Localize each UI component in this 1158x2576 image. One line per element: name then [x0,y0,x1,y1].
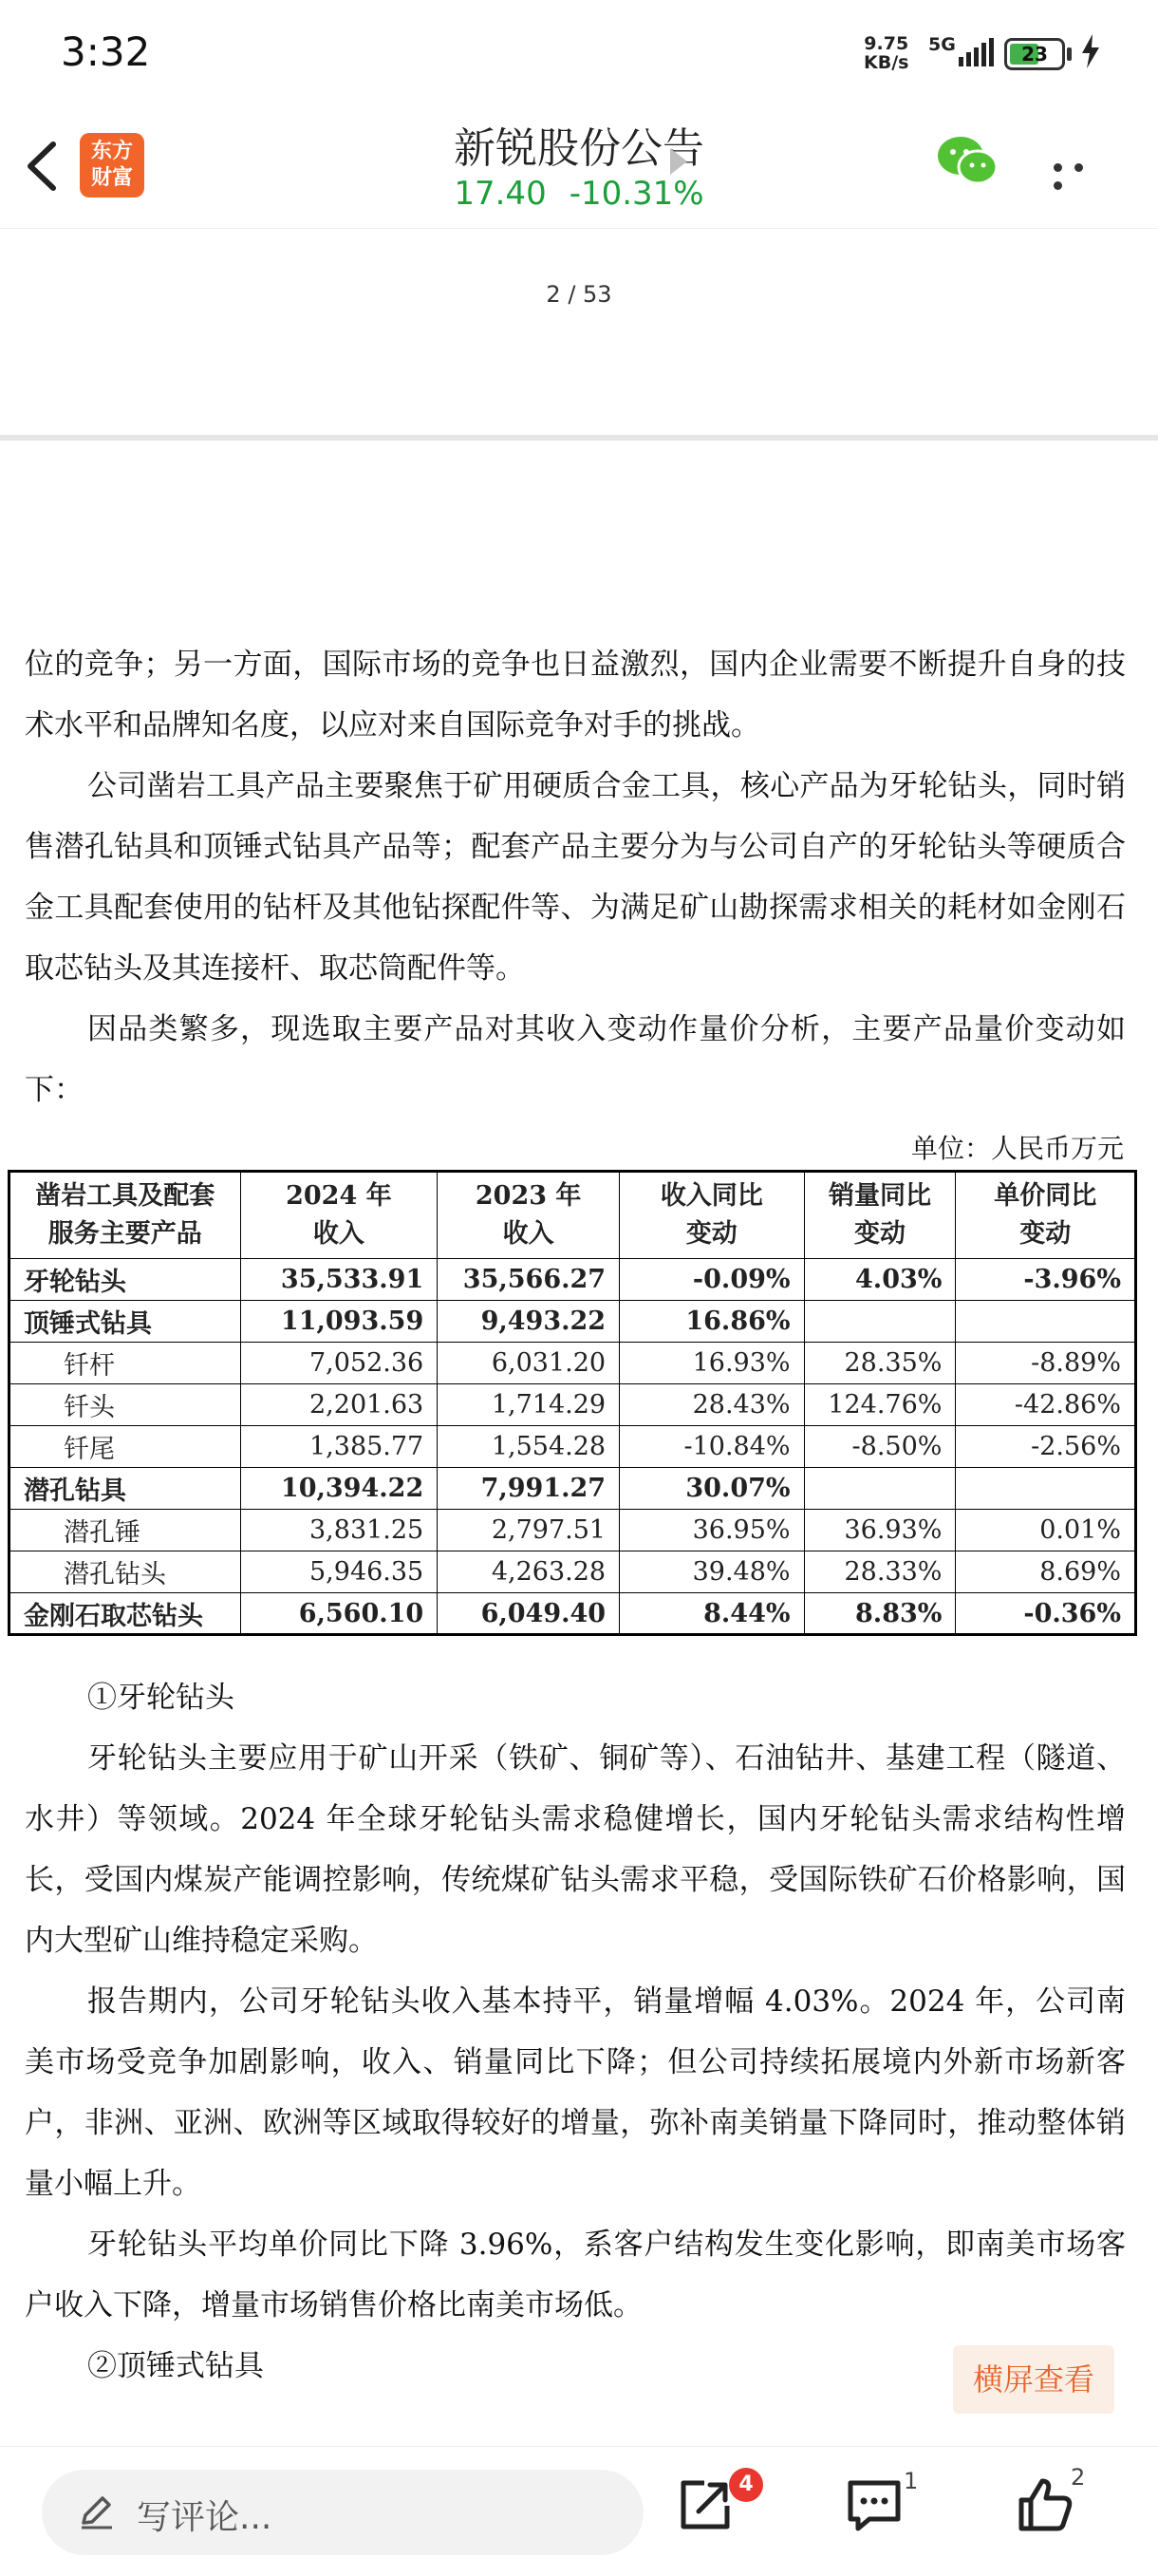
table-row: 顶锤式钻具 11,093.59 9,493.22 16.86% [9,1301,1136,1343]
section-title: ②顶锤式钻具 [87,2349,264,2383]
status-time: 3:32 [61,28,151,75]
table-row: 牙轮钻头 35,533.91 35,566.27 -0.09% 4.03% -3.96% [9,1259,1136,1301]
paragraph: 报告期内，公司牙轮钻头收入基本持平，销量增幅 4.03%。2024 年，公司南美市场受竞争加剧影响，收入、销量同比下降；但公司持续拓展境内外新市场新客户，非洲、亚洲、欧洲等区域取得较好的增量，弥补南美销量下降同时，推动整体销量小幅上升。 [25,1984,1126,2201]
column-header: 2023 年 收入 [438,1172,620,1259]
comment-count: 1 [904,2468,919,2494]
table-row: 潜孔钻头 5,946.35 4,263.28 39.48% 28.33% 8.69% [9,1551,1136,1593]
stock-price: 17.40 [454,175,547,213]
app-logo[interactable]: 东方 财富 [80,133,144,197]
section-title: ①牙轮钻头 [87,1681,234,1715]
divider [0,435,1158,441]
document-body [25,634,1126,1120]
pen-icon [78,2492,116,2530]
network-type: 5G [928,34,956,55]
paragraph: 牙轮钻头平均单价同比下降 3.96%，系客户结构发生变化影响，即南美市场客户收入下降，增量市场销售价格比南美市场低。 [25,2228,1126,2322]
paragraph: 公司凿岩工具产品主要聚焦于矿用硬质合金工具，核心产品为牙轮钻头，同时销售潜孔钻具和顶锤式钻具产品等；配套产品主要分为与公司自产的牙轮钻头等硬质合金工具配套使用的钻杆及其他钻探配件等、为满足矿山勘探需求相关的耗材如金刚石取芯钻头及其连接杆、取芯筒配件等。 [25,769,1126,986]
charging-bolt-icon [1080,34,1101,68]
stock-change: -10.31% [569,175,704,213]
more-menu-icon[interactable] [1054,158,1111,177]
unit-label: 单位：人民币万元 [910,1133,1124,1164]
product-price-volume-table [8,1170,1137,1636]
table-row: 潜孔锤 3,831.25 2,797.51 36.95% 36.93% 0.01% [9,1510,1136,1551]
column-header: 收入同比 变动 [620,1172,804,1259]
column-header: 2024 年 收入 [240,1172,438,1259]
back-icon[interactable] [19,133,72,199]
table-row: 金刚石取芯钻头 6,560.10 6,049.40 8.44% 8.83% -0.36% [9,1593,1136,1635]
column-header: 凿岩工具及配套 服务主要产品 [9,1172,241,1259]
table-row: 潜孔钻具 10,394.22 7,991.27 30.07% [9,1468,1136,1510]
share-icon[interactable] [676,2475,735,2534]
net-speed: 9.75 KB/s [864,33,909,73]
app-header [0,104,1158,229]
page-title: 新锐股份公告 [454,124,704,173]
quote-arrow-icon[interactable] [670,148,687,175]
page-indicator: 2 / 53 [546,281,612,308]
comment-icon[interactable] [845,2475,904,2534]
table-row: 钎杆 7,052.36 6,031.20 16.93% 28.35% -8.89% [9,1343,1136,1384]
document-body-continued [25,1667,1126,2397]
like-icon[interactable] [1016,2475,1074,2534]
table-row: 钎头 2,201.63 1,714.29 28.43% 124.76% -42.86% [9,1384,1136,1426]
wechat-share-icon[interactable] [934,133,1000,190]
battery-icon: 23 [1004,38,1065,70]
share-badge: 4 [729,2468,763,2502]
like-count: 2 [1071,2464,1086,2491]
table-row: 钎尾 1,385.77 1,554.28 -10.84% -8.50% -2.56% [9,1426,1136,1468]
signal-icon [959,38,997,66]
column-header: 销量同比 变动 [804,1172,956,1259]
paragraph: 因品类繁多，现选取主要产品对其收入变动作量价分析，主要产品量价变动如下： [25,1012,1126,1107]
paragraph: 牙轮钻头主要应用于矿山开采（铁矿、铜矿等）、石油钻井、基建工程（隧道、水井）等领域。2024 年全球牙轮钻头需求稳健增长，国内牙轮钻头需求结构性增长，受国内煤炭产能调控影响，传统煤矿钻头需求平稳，受国际铁矿石价格影响，国内大型矿山维持稳定采购。 [25,1741,1126,1958]
comment-input[interactable]: 写评论... [42,2470,644,2555]
bottom-bar [0,2446,1158,2576]
paragraph: 位的竞争；另一方面，国际市场的竞争也日益激烈，国内企业需要不断提升自身的技术水平和品牌知名度，以应对来自国际竞争对手的挑战。 [25,648,1126,743]
table-header-row [9,1172,1136,1259]
landscape-view-button[interactable]: 横屏查看 [953,2345,1114,2414]
stock-quote[interactable] [332,175,826,213]
status-bar [0,0,1158,104]
column-header: 单价同比 变动 [956,1172,1136,1259]
